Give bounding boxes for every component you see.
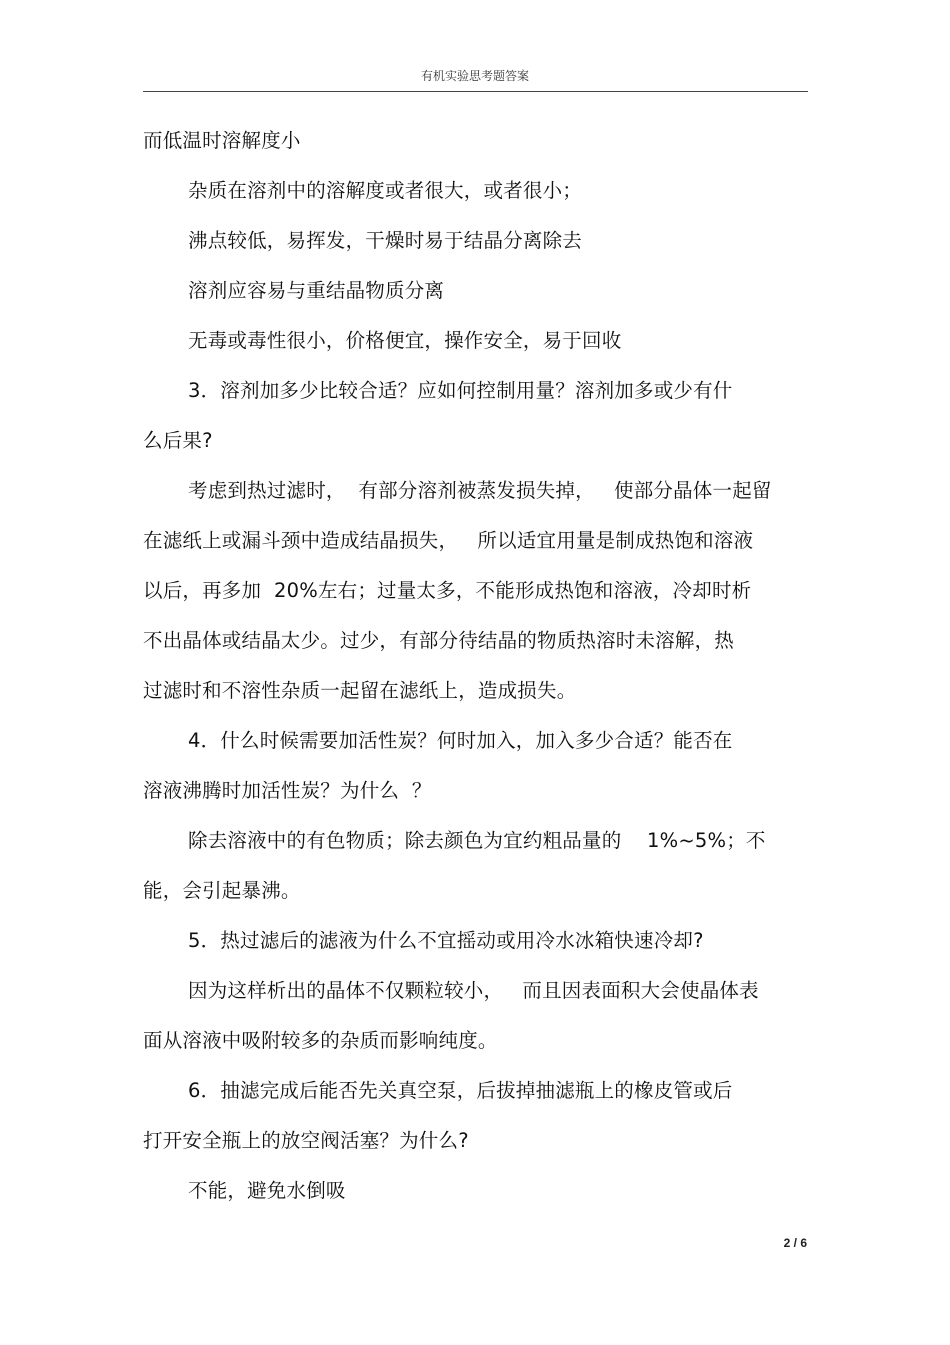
text-line: 不出晶体或结晶太少。过少，有部分待结晶的物质热溶时未溶解，热 <box>143 629 735 652</box>
question-heading: 6．抽滤完成后能否先关真空泵，后拔掉抽滤瓶上的橡皮管或后 <box>188 1079 733 1102</box>
text-line: 沸点较低，易挥发，干燥时易于结晶分离除去 <box>188 229 583 252</box>
text-line: 能，会引起暴沸。 <box>143 879 301 902</box>
question-heading: 4．什么时候需要加活性炭？何时加入，加入多少合适？能否在 <box>188 729 733 752</box>
text-line: 而低温时溶解度小 <box>143 129 301 152</box>
text-line: 面从溶液中吸附较多的杂质而影响纯度。 <box>143 1029 498 1052</box>
text-line: 杂质在溶剂中的溶解度或者很大，或者很小； <box>188 179 583 202</box>
text-line: 在滤纸上或漏斗颈中造成结晶损失， 所以适宜用量是制成热饱和溶液 <box>143 529 754 552</box>
text-line: 除去溶液中的有色物质；除去颜色为宜约粗品量的 1%~5%；不 <box>188 829 766 852</box>
text-line: 过滤时和不溶性杂质一起留在滤纸上，造成损失。 <box>143 679 577 702</box>
page-number: 2 / 6 <box>783 1236 807 1250</box>
document-body <box>143 116 808 1216</box>
text-line: 考虑到热过滤时， 有部分溶剂被蒸发损失掉， 使部分晶体一起留 <box>188 479 772 502</box>
text-line: 无毒或毒性很小，价格便宜，操作安全，易于回收 <box>188 329 622 352</box>
text-line: 不能，避免水倒吸 <box>188 1179 346 1202</box>
question-heading-cont: 溶液沸腾时加活性炭？为什么 ？ <box>143 779 432 802</box>
header-divider <box>143 91 808 92</box>
question-heading: 3．溶剂加多少比较合适？应如何控制用量？溶剂加多或少有什 <box>188 379 733 402</box>
question-heading-cont: 打开安全瓶上的放空阀活塞？为什么? <box>143 1129 469 1152</box>
text-line: 因为这样析出的晶体不仅颗粒较小， 而且因表面积大会使晶体表 <box>188 979 759 1002</box>
question-heading-cont: 么后果? <box>143 429 213 452</box>
text-line: 以后，再多加 20%左右；过量太多，不能形成热饱和溶液，冷却时析 <box>143 579 752 602</box>
text-line: 溶剂应容易与重结晶物质分离 <box>188 279 445 302</box>
page-header-title: 有机实验思考题答案 <box>420 69 529 83</box>
question-heading: 5．热过滤后的滤液为什么不宜摇动或用冷水冰箱快速冷却? <box>188 929 704 952</box>
